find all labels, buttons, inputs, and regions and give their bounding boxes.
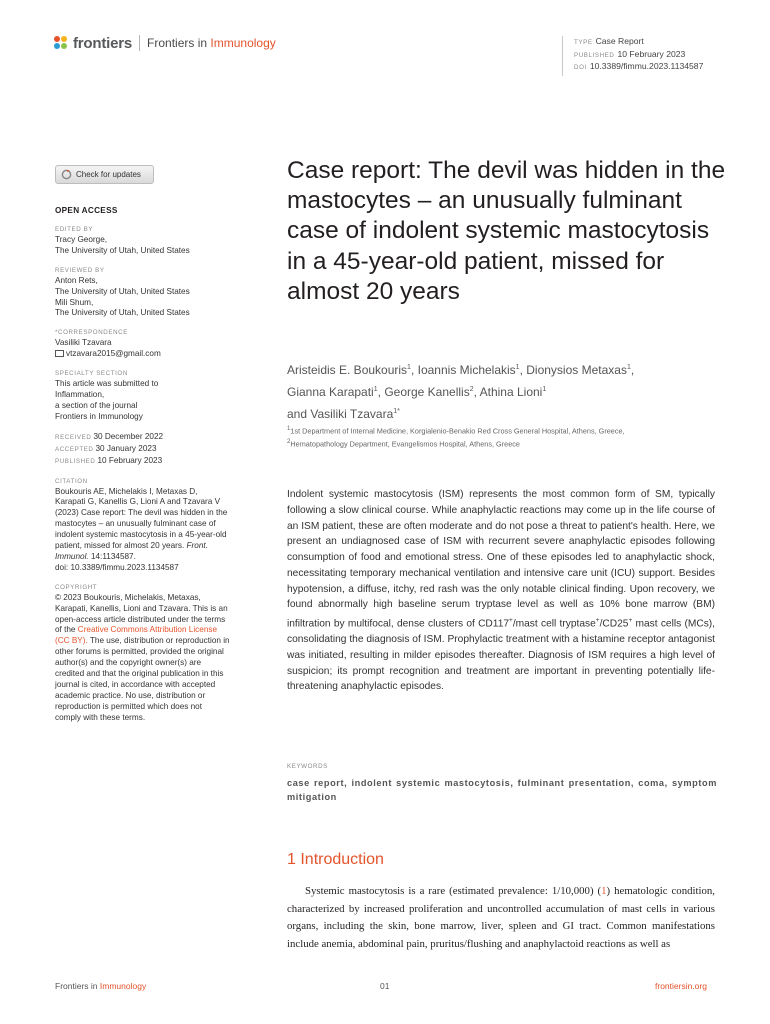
logo-divider: [139, 35, 140, 51]
edited-by-block: EDITED BY Tracy George, The University of Utah, United States: [55, 225, 190, 255]
reference-link[interactable]: 1: [601, 885, 607, 897]
mail-icon: [55, 350, 64, 357]
article-meta: [562, 36, 703, 76]
keywords-label: KEYWORDS: [287, 763, 328, 770]
copyright-block: COPYRIGHT © 2023 Boukouris, Michelakis, Metaxas, Karapati, Kanellis, Lioni and Tzavara. This is an open-access article distributed under the terms of the Creative Commons Attribution License (CC BY). The use, distribution or reproduction in other forums is permitted, provided the original author(s) and the copyright owner(s) are credited and that the original publication in this journal is cited, in accordance with accepted academic practice. No use, distribution or reproduction is permitted which does not comply with these terms.: [55, 583, 230, 722]
reviewed-by-block: REVIEWED BY Anton Rets, The University of Utah, United States Mili Shum, The University of Utah, United States: [55, 266, 190, 318]
refresh-icon: [61, 169, 72, 180]
affiliation: $^2$Hematopathology Department, Evangelismos Hospital, Athens, Greece: [287, 438, 520, 449]
citation-block: CITATION Boukouris AE, Michelakis I, Metaxas D, Karapati G, Kanellis G, Lioni A and Tzavara V (2023) Case report: The devil was hidden in the mastocytes – an unusually fulminant case of indolent systemic mastocytosis in a 45-year-old patient, missed for almost 20 years. Front. Immunol. 14:1134587. doi: 10.3389/fimmu.2023.1134587: [55, 477, 230, 574]
author[interactable]: and Vasiliki Tzavara$^{1*}$: [287, 407, 400, 421]
journal-name: Frontiers in Immunology: [147, 36, 276, 50]
meta-type: TYPE Case Report: [574, 36, 644, 46]
frontiers-logo-icon: [53, 35, 69, 51]
abstract: Indolent systemic mastocytosis (ISM) represents the most common form of SM, typically following a slow clinical course. While anaphylactic reactions may come up in the life course of an ISM patient, these are often moderate and do not pose a threat to patient's health. Here, we present an undiagnosed case of ISM with recurrent severe anaphylactic episodes following consumption of food and emotional stress. One of these episodes led to anaphylactic shock, necessitating temporary mechanical ventilation and intensive care unit (ICU) support. Besides hypotension, a diffuse, itchy, red rash was the only notable clinical finding. Upon recovery, we found abnormally high baseline serum tryptase level as well as 10% bone marrow (BM) infiltration by multifocal, dense clusters of CD117+/mast cell tryptase+/CD25+ mast cells (MCs), consolidating the diagnosis of ISM. Prophylactic treatment with a histamine receptor antagonist was initiated, resulting in milder episodes thereafter. Diagnosis of ISM requires a high level of suspicion; its prompt recognition and treatment are important in preventing potentially life-threatening anaphylactic episodes.: [287, 489, 716, 693]
section-heading-introduction: 1 Introduction: [287, 851, 384, 868]
frontiers-logo[interactable]: [53, 33, 276, 53]
correspondence-block: *CORRESPONDENCE Vasiliki Tzavara vtzavara2015@gmail.com: [55, 328, 230, 360]
dates-block: RECEIVED 30 December 2022 ACCEPTED 30 January 2023 PUBLISHED 10 February 2023: [55, 431, 164, 465]
author[interactable]: Ioannis Michelakis$^1$: [417, 363, 520, 377]
author[interactable]: Athina Lioni$^1$: [479, 385, 547, 399]
author[interactable]: Aristeidis E. Boukouris$^1$: [287, 363, 411, 377]
check-for-updates-label: Check for updates: [76, 170, 141, 179]
page-number: 01: [380, 981, 390, 991]
specialty-block: SPECIALTY SECTION This article was submitted to Inflammation, a section of the journal Frontiers in Immunology: [55, 370, 159, 421]
author-list: Aristeidis E. Boukouris$^1$, Ioannis Michelakis$^1$, Dionysios Metaxas$^1$, Gianna Karapati$^1$, George Kanellis$^2$, Athina Lioni$^1$ and Vasiliki Tzavara$^{1*}$: [287, 363, 635, 421]
brand-name: frontiers: [73, 34, 133, 52]
introduction-paragraph: Systemic mastocytosis is a rare (estimated prevalence: 1/10,000) (1) hematologic condition, characterized by increased proliferation and uncontrolled accumulation of mast cells in various organs, including the skin, bone marrow, liver, spleen and GI tract. Common manifestations include anemia, abdominal pain, pruritus/flushing and anaphylactoid reactions as well as: [287, 885, 715, 951]
author[interactable]: Dionysios Metaxas$^1$: [526, 363, 631, 377]
meta-published: PUBLISHED 10 February 2023: [574, 48, 686, 59]
meta-doi: DOI 10.3389/fimmu.2023.1134587: [574, 61, 704, 71]
affiliations: [287, 423, 727, 450]
footer-site-link[interactable]: frontiersin.org: [655, 981, 707, 991]
citation-doi[interactable]: doi: 10.3389/fimmu.2023.1134587: [55, 562, 179, 572]
author[interactable]: George Kanellis$^2$: [384, 385, 474, 399]
footer-journal: Frontiers in Immunology: [55, 981, 147, 991]
open-access-label: OPEN ACCESS: [55, 206, 118, 215]
author[interactable]: Gianna Karapati$^1$: [287, 385, 378, 399]
article-sidebar: [55, 206, 230, 733]
affiliation: $^1$1st Department of Internal Medicine, Korgialenio-Benakio Red Cross General Hospital, Athens, Greece,: [287, 425, 625, 436]
keywords: case report, indolent systemic mastocytosis, fulminant presentation, coma, symptom mitigation: [287, 778, 717, 802]
check-for-updates-button[interactable]: [55, 165, 154, 184]
cc-by-license-link[interactable]: Creative Commons Attribution License (CC BY).: [55, 625, 218, 646]
article-title: Case report: The devil was hidden in the mastocytes – an unusually fulminant case of indolent systemic mastocytosis in a 45-year-old patient, missed for almost 20 years: [287, 157, 726, 305]
correspondence-email[interactable]: vtzavara2015@gmail.com: [55, 349, 230, 360]
